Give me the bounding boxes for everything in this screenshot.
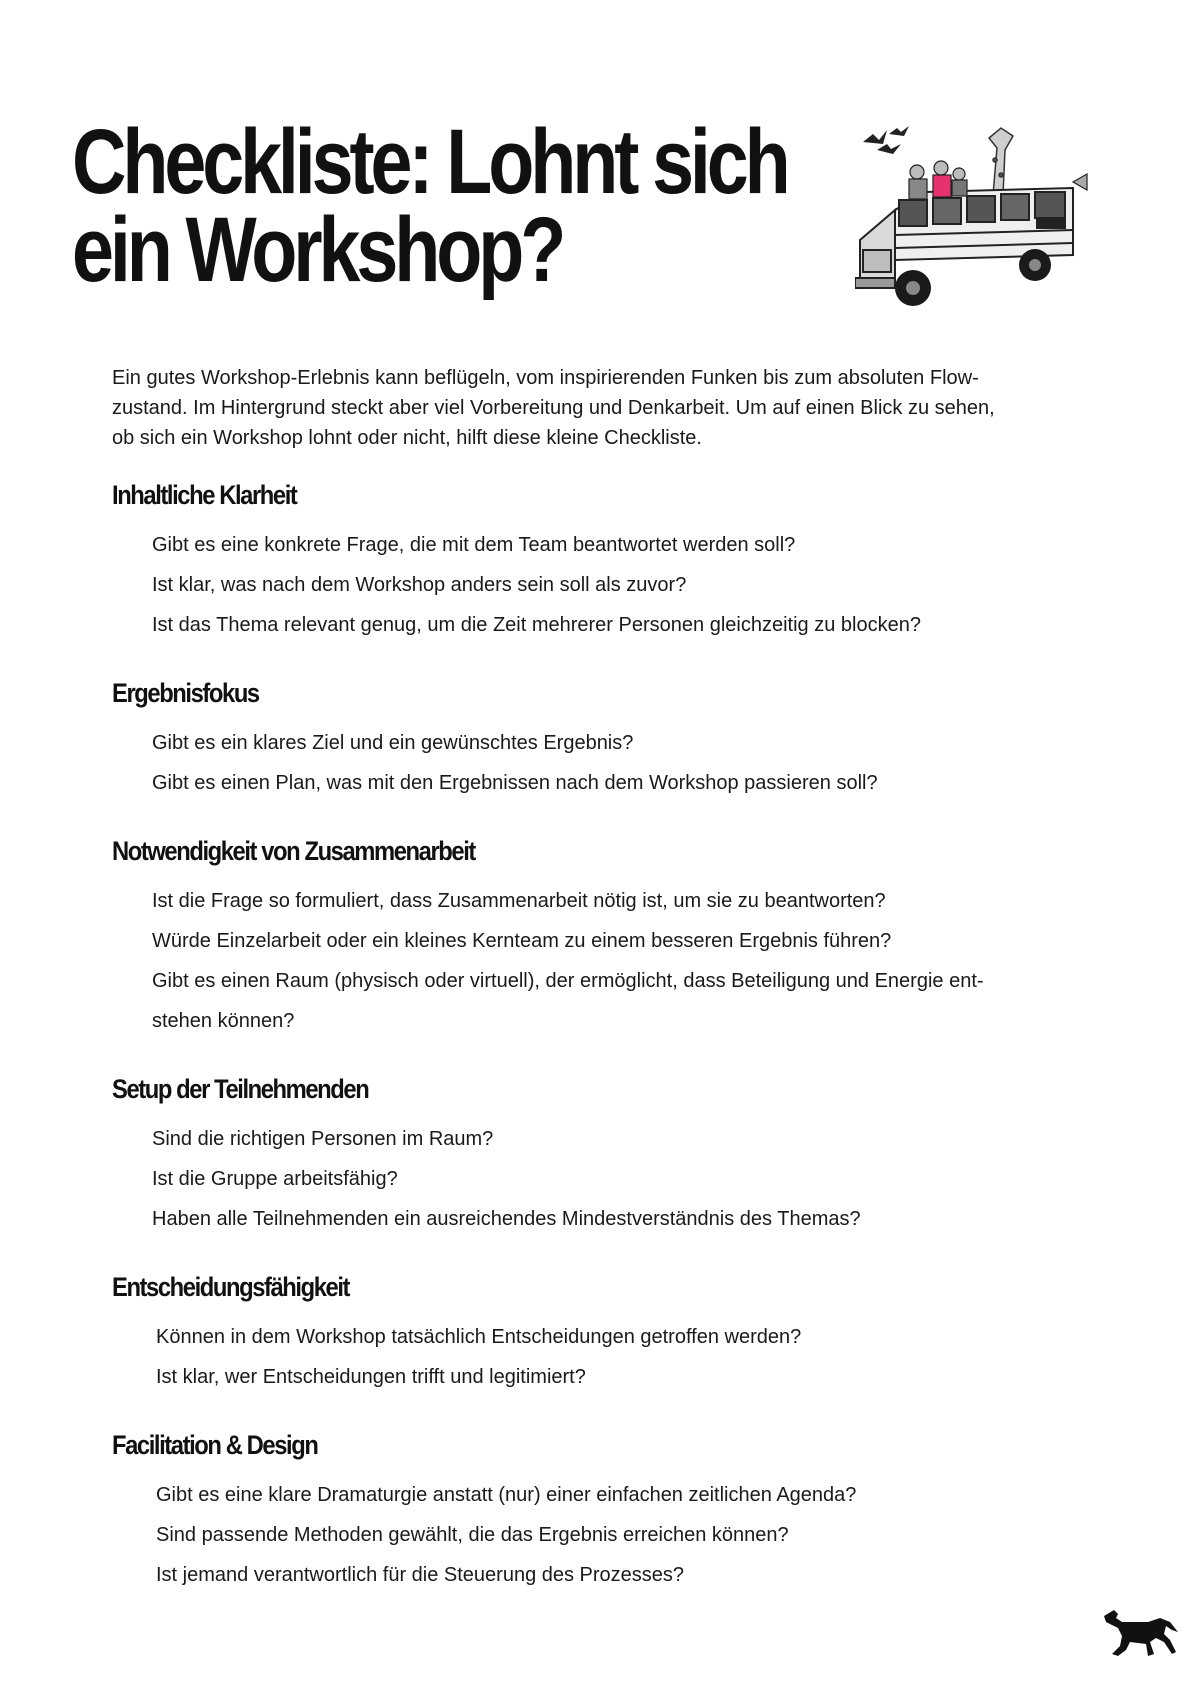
checklist-item	[152, 525, 1112, 565]
checklist-item	[152, 565, 1112, 605]
people-collage-icon	[909, 161, 967, 199]
checklist-item	[156, 1555, 1112, 1595]
checklist	[152, 881, 1112, 1041]
section-notwendigkeit-von-zusammenarbeit	[112, 834, 1112, 1041]
section-facilitation-design	[112, 1428, 1112, 1595]
checklist-item-text: Würde Einzelarbeit oder ein kleines Kernteam zu einem besseren Ergebnis führen?	[152, 930, 892, 952]
giraffe-icon	[989, 128, 1013, 195]
page-title-line-1: Checkliste: Lohnt sich	[72, 111, 787, 213]
checklist-item	[152, 881, 1112, 921]
checklist-item-text: Ist jemand verantwortlich für die Steuerung des Prozesses?	[156, 1564, 685, 1586]
horse-logo-icon	[1100, 1608, 1182, 1663]
section-heading: Ergebnisfokus	[112, 678, 259, 708]
checklist-item	[152, 1119, 1112, 1159]
checklist-item	[152, 961, 1112, 1001]
checklist-item-text: Gibt es eine konkrete Frage, die mit dem Team beantwortet werden soll?	[152, 534, 796, 556]
checklist-item-text: stehen können?	[152, 1010, 295, 1032]
intro-line-3: ob sich ein Workshop lohnt oder nicht, hilft diese kleine Checkliste.	[112, 427, 702, 449]
section-setup-der-teilnehmenden	[112, 1072, 1112, 1239]
checklist	[152, 723, 1112, 803]
section-heading: Inhaltliche Klarheit	[112, 480, 297, 510]
checklist-item-text: Sind passende Methoden gewählt, die das Ergebnis erreichen können?	[156, 1524, 789, 1546]
birds-icon	[863, 126, 909, 154]
checklist-item	[152, 1199, 1112, 1239]
checklist-item-text: Können in dem Workshop tatsächlich Entscheidungen getroffen werden?	[156, 1326, 802, 1348]
section-heading: Entscheidungsfähigkeit	[112, 1272, 350, 1302]
checklist	[156, 1475, 1112, 1595]
section-ergebnisfokus	[112, 676, 1112, 803]
checklist-item	[156, 1515, 1112, 1555]
horn-icon	[1073, 174, 1087, 190]
checklist-item	[152, 723, 1112, 763]
checklist-item	[152, 921, 1112, 961]
checklist	[152, 525, 1112, 645]
checklist-item-text: Haben alle Teilnehmenden ein ausreichendes Mindestverständnis des Themas?	[152, 1208, 861, 1230]
intro-line-1: Ein gutes Workshop-Erlebnis kann beflügeln, vom inspirierenden Funken bis zum absoluten Flow-	[112, 367, 979, 389]
checklist-item-text: Gibt es einen Plan, was mit den Ergebnissen nach dem Workshop passieren soll?	[152, 772, 878, 794]
checklist-item-text: Ist die Gruppe arbeitsfähig?	[152, 1168, 398, 1190]
checklist-item	[152, 1159, 1112, 1199]
section-entscheidungsfaehigkeit	[112, 1270, 1112, 1397]
page-title	[72, 111, 787, 301]
checklist-item-text: Ist klar, wer Entscheidungen trifft und legitimiert?	[156, 1366, 586, 1388]
page-title-line-2: ein Workshop?	[72, 199, 563, 301]
checklist-item-continuation	[152, 1001, 1112, 1041]
intro-paragraph	[112, 363, 1112, 453]
checklist-item	[156, 1317, 1112, 1357]
section-heading: Facilitation & Design	[112, 1430, 318, 1460]
section-heading: Notwendigkeit von Zusammenarbeit	[112, 836, 475, 866]
checklist-item	[152, 605, 1112, 645]
checklist-item-text: Ist die Frage so formuliert, dass Zusammenarbeit nötig ist, um sie zu beantworten?	[152, 890, 886, 912]
checklist	[152, 1119, 1112, 1239]
checklist-item-text: Ist das Thema relevant genug, um die Zeit mehrerer Personen gleichzeitig zu blocken?	[152, 614, 921, 636]
checklist-item-text: Sind die richtigen Personen im Raum?	[152, 1128, 494, 1150]
section-heading: Setup der Teilnehmenden	[112, 1074, 369, 1104]
checklist-item	[156, 1475, 1112, 1515]
checklist-item-text: Gibt es ein klares Ziel und ein gewünschtes Ergebnis?	[152, 732, 634, 754]
checklist-item-text: Ist klar, was nach dem Workshop anders sein soll als zuvor?	[152, 574, 687, 596]
checklist-item	[152, 763, 1112, 803]
checklist-item-text: Gibt es eine klare Dramaturgie anstatt (nur) einer einfachen zeitlichen Agenda?	[156, 1484, 857, 1506]
school-bus-illustration	[855, 120, 1175, 335]
intro-line-2: zustand. Im Hintergrund steckt aber viel Vorbereitung und Denkarbeit. Um auf einen Blick zu sehen,	[112, 397, 995, 419]
checklist	[156, 1317, 1112, 1397]
section-inhaltliche-klarheit	[112, 478, 1112, 645]
checklist-item-text: Gibt es einen Raum (physisch oder virtuell), der ermöglicht, dass Beteiligung und Energie ent-	[152, 970, 984, 992]
checklist-item	[156, 1357, 1112, 1397]
